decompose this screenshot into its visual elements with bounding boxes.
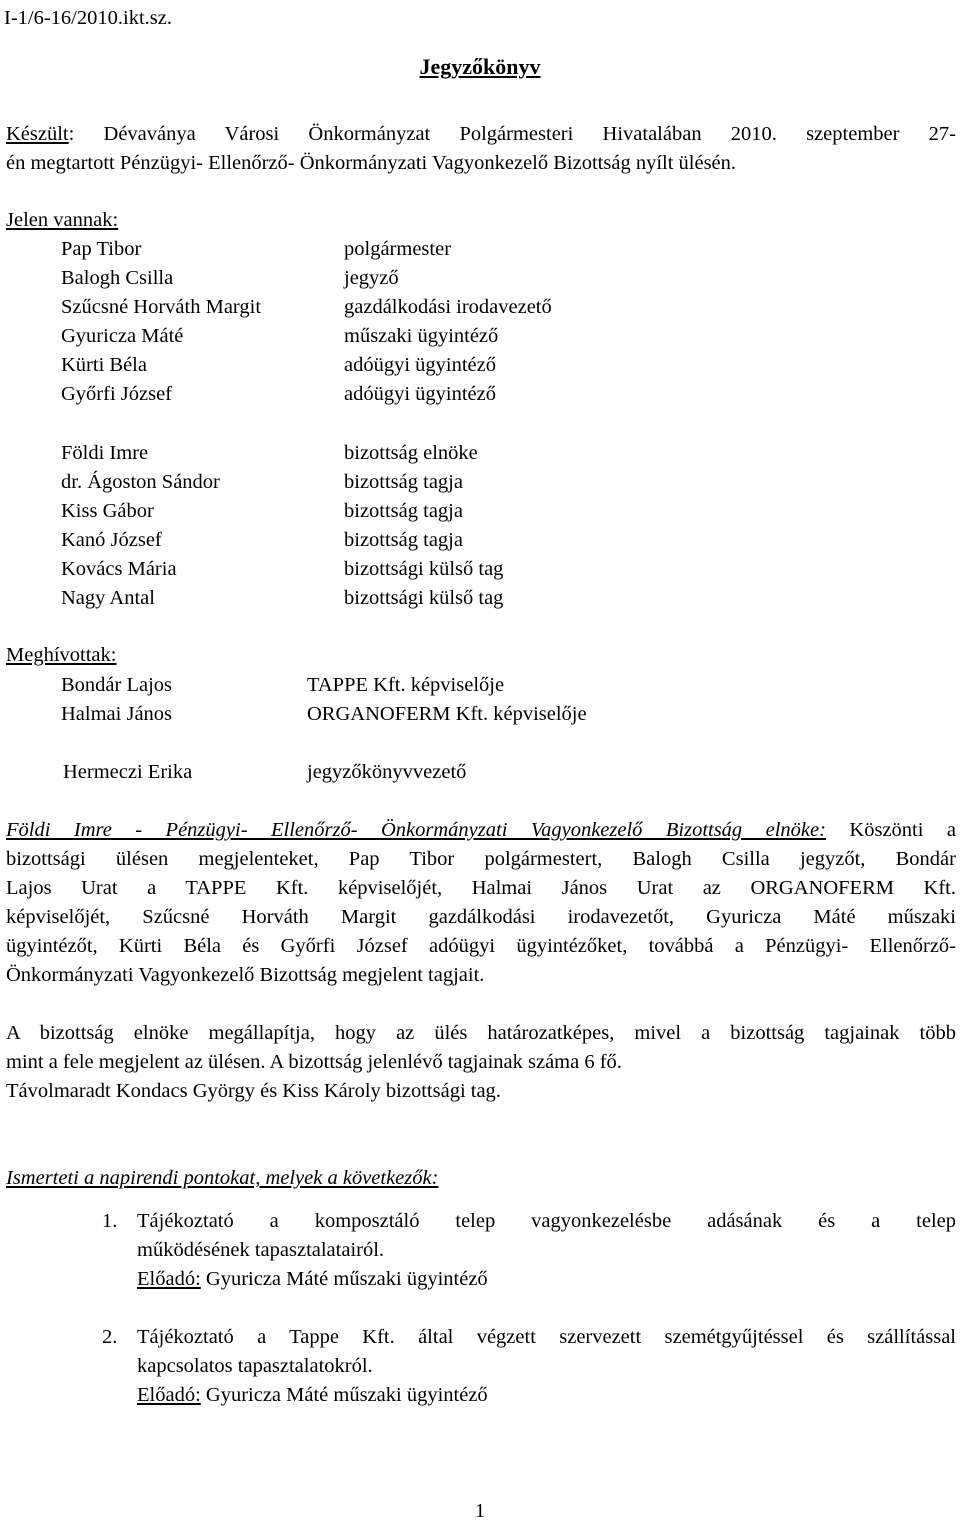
invited-person-name: Halmai János bbox=[61, 703, 173, 725]
presenter-label: Előadó: bbox=[137, 1268, 201, 1290]
opening-line-2: bizottsági ülésen megjelenteket, Pap Tibor polgármestert, Balogh Csilla jegyzőt, Bondár bbox=[6, 848, 956, 870]
quorum-line-2: mint a fele megjelent az ülésen. A bizottság jelenlévő tagjainak száma 6 fő. bbox=[6, 1051, 622, 1073]
presenter-label: Előadó: bbox=[137, 1384, 201, 1406]
staff-member-role: műszaki ügyintéző bbox=[344, 325, 499, 347]
opening-line-6: Önkormányzati Vagyonkezelő Bizottság megjelent tagjait. bbox=[6, 964, 485, 986]
committee-member-name: Kanó József bbox=[61, 529, 162, 551]
invited-person-name: Bondár Lajos bbox=[61, 674, 173, 696]
committee-member-role: bizottság tagja bbox=[344, 500, 463, 522]
quorum-paragraph bbox=[6, 1019, 956, 1106]
present-heading: Jelen vannak: bbox=[6, 209, 119, 231]
invited-person-role: TAPPE Kft. képviselője bbox=[307, 674, 505, 696]
keszult-paragraph bbox=[6, 120, 956, 178]
committee-member-name: dr. Ágoston Sándor bbox=[61, 471, 220, 493]
staff-member-name: Pap Tibor bbox=[61, 238, 142, 260]
keszult-line-2: én megtartott Pénzügyi- Ellenőrző- Önkormányzati Vagyonkezelő Bizottság nyílt ülésén. bbox=[6, 152, 737, 174]
staff-member-name: Balogh Csilla bbox=[61, 267, 174, 289]
agenda-item-2-presenter: Előadó: Gyuricza Máté műszaki ügyintéző bbox=[137, 1384, 488, 1406]
recorder-role: jegyzőkönyvvezető bbox=[307, 761, 467, 783]
document-title: Jegyzőkönyv bbox=[419, 54, 541, 79]
agenda-item-1-number: 1. bbox=[102, 1210, 118, 1232]
opening-line-4: képviselőjét, Szűcsné Horváth Margit gazdálkodási irodavezetőt, Gyuricza Máté műszaki bbox=[6, 906, 956, 928]
committee-member-role: bizottság tagja bbox=[344, 471, 463, 493]
staff-member-name: Kürti Béla bbox=[61, 354, 147, 376]
absent-line: Távolmaradt Kondacs György és Kiss Károly bizottsági tag. bbox=[6, 1080, 501, 1102]
recorder-name: Hermeczi Erika bbox=[63, 761, 193, 783]
opening-paragraph bbox=[6, 816, 956, 990]
invited-person-role: ORGANOFERM Kft. képviselője bbox=[307, 703, 587, 725]
agenda-item-2-number: 2. bbox=[102, 1326, 118, 1348]
opening-line-3: Lajos Urat a TAPPE Kft. képviselőjét, Halmai János Urat az ORGANOFERM Kft. bbox=[6, 877, 956, 899]
staff-member-role: jegyző bbox=[344, 267, 399, 289]
staff-member-role: polgármester bbox=[344, 238, 452, 260]
page-number: 1 bbox=[474, 1500, 486, 1522]
committee-member-name: Földi Imre bbox=[61, 442, 149, 464]
quorum-line-1: A bizottság elnöke megállapítja, hogy az ülés határozatképes, mivel a bizottság tagjainak több bbox=[6, 1022, 956, 1044]
committee-member-role: bizottsági külső tag bbox=[344, 587, 504, 609]
keszult-line-1: Készült: Dévaványa Városi Önkormányzat Polgármesteri Hivatalában 2010. szeptember 27- bbox=[6, 123, 956, 145]
committee-member-role: bizottság elnöke bbox=[344, 442, 478, 464]
staff-member-name: Szűcsné Horváth Margit bbox=[61, 296, 262, 318]
agenda-item-2-line-1: Tájékoztató a Tappe Kft. által végzett szervezett szemétgyűjtéssel és szállítással bbox=[137, 1326, 956, 1348]
agenda-item-2 bbox=[137, 1323, 956, 1410]
staff-member-role: adóügyi ügyintéző bbox=[344, 383, 497, 405]
committee-member-role: bizottság tagja bbox=[344, 529, 463, 551]
speaker-label: Földi Imre - Pénzügyi- Ellenőrző- Önkormányzati Vagyonkezelő Bizottság elnöke: bbox=[6, 819, 826, 841]
agenda-item-1-line-1: Tájékoztató a komposztáló telep vagyonkezelésbe adásának és a telep bbox=[137, 1210, 956, 1232]
staff-member-name: Győrfi József bbox=[61, 383, 173, 405]
staff-member-name: Gyuricza Máté bbox=[61, 325, 184, 347]
opening-line-1: Földi Imre - Pénzügyi- Ellenőrző- Önkormányzati Vagyonkezelő Bizottság elnöke: Köszönti a bbox=[6, 819, 957, 841]
invited-heading: Meghívottak: bbox=[6, 644, 117, 666]
agenda-item-2-line-2: kapcsolatos tapasztalatokról. bbox=[137, 1355, 373, 1377]
opening-line-5: ügyintézőt, Kürti Béla és Győrfi József adóügyi ügyintézőket, továbbá a Pénzügyi- Ellenőrző- bbox=[6, 935, 956, 957]
committee-member-name: Nagy Antal bbox=[61, 587, 155, 609]
committee-member-role: bizottsági külső tag bbox=[344, 558, 504, 580]
agenda-heading: Ismerteti a napirendi pontokat, melyek a következők: bbox=[6, 1167, 439, 1189]
staff-member-role: gazdálkodási irodavezető bbox=[344, 296, 552, 318]
agenda-item-1 bbox=[137, 1207, 956, 1294]
staff-member-role: adóügyi ügyintéző bbox=[344, 354, 497, 376]
agenda-item-1-line-2: működésének tapasztalatairól. bbox=[137, 1239, 385, 1261]
agenda-item-1-presenter: Előadó: Gyuricza Máté műszaki ügyintéző bbox=[137, 1268, 488, 1290]
document-reference: I-1/6-16/2010.ikt.sz. bbox=[4, 7, 172, 29]
keszult-label: Készült bbox=[6, 123, 69, 145]
committee-member-name: Kovács Mária bbox=[61, 558, 177, 580]
committee-member-name: Kiss Gábor bbox=[61, 500, 154, 522]
